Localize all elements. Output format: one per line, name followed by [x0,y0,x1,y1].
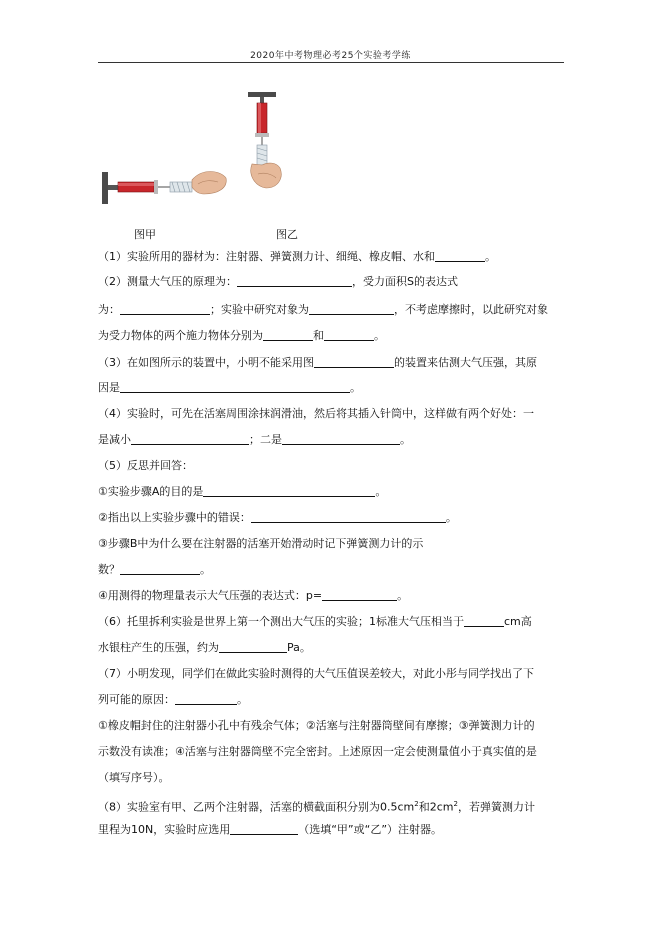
text: （6）托里拆利实验是世界上第一个测出大气压的实验；1标准大气压相当于 [98,615,464,628]
text: 水银柱产生的压强，约为 [98,641,219,654]
text: cm高 [504,615,532,628]
text: 和2cm [418,800,454,814]
text: 里程为10N，实验时应选用 [98,823,231,836]
text: ，若弹簧测力计 [457,800,535,814]
text: （5）反思并回答： [98,459,193,472]
text: 。 [374,329,385,342]
question-7-line [98,718,568,734]
question-4-line [98,432,568,448]
answer-blank[interactable] [282,432,400,445]
text: 示数没有读准；④活塞与注射器筒壁不完全密封。上述原因一定会使测量值小于真实值的是 [98,745,537,758]
superscript: 2 [453,800,458,808]
text: 和 [313,329,324,342]
answer-blank[interactable] [131,432,249,445]
question-2-line [98,328,568,344]
text: 的装置来估测大气压强，其原 [394,356,537,369]
question-5-line [98,588,568,604]
question-2-line [98,302,568,318]
answer-blank[interactable] [324,328,374,341]
text: （4）实验时，可先在活塞周围涂抹润滑油，然后将其插入针筒中，这样做有两个好处：一 [98,407,534,420]
answer-blank[interactable] [120,302,210,315]
text: 数？ [98,563,120,576]
question-7-line [98,770,568,786]
text: （2）测量大气压的原理为： [98,275,237,288]
question-2-line [98,274,568,290]
text: （选填“甲”或“乙”）注射器。 [298,823,443,836]
text: 为受力物体的两个施力物体分别为 [98,329,263,342]
answer-blank[interactable] [120,562,200,575]
text: 。 [485,250,496,263]
answer-blank[interactable] [309,302,394,315]
text: ①实验步骤A的目的是 [98,485,204,498]
question-5-line [98,510,568,526]
question-3-line [98,380,568,396]
answer-blank[interactable] [322,588,397,601]
question-1-line [98,249,568,265]
question-8-line [98,822,568,838]
question-7-line [98,692,568,708]
answer-blank[interactable] [175,692,237,705]
text: ，受力面积S的表达式 [352,275,458,288]
question-5-line [98,484,568,500]
answer-blank[interactable] [263,328,313,341]
text: （3）在如图所示的装置中，小明不能采用图 [98,356,314,369]
question-8-line [98,796,568,816]
text: 。 [200,563,211,576]
caption-figure-yi: 图乙 [276,228,298,241]
answer-blank[interactable] [230,822,298,835]
figure-yi [240,90,290,190]
question-7-line [98,666,568,682]
text: （填写序号）。 [98,771,170,784]
text: 。 [237,693,248,706]
text: （1）实验所用的器材为：注射器、弹簧测力计、细绳、橡皮帽、水和 [98,250,435,263]
figure-jia [100,160,230,210]
question-5-line [98,562,568,578]
answer-blank[interactable] [120,380,350,393]
text: 是减小 [98,433,131,446]
text: 为： [98,303,120,316]
text: ④用测得的物理量表示大气压强的表达式：p= [98,589,323,602]
answer-blank[interactable] [237,274,352,287]
answer-blank[interactable] [435,249,485,262]
text: ①橡皮帽封住的注射器小孔中有残余气体；②活塞与注射器筒壁间有摩擦；③弹簧测力计的 [98,719,535,732]
text: ；二是 [249,433,282,446]
question-3-line [98,355,568,371]
text: （7）小明发现，同学们在做此实验时测得的大气压值误差较大，对此小彤与同学找出了下 [98,667,534,680]
text: 。 [445,511,457,524]
question-5-line [98,458,568,474]
text: 。 [350,381,361,394]
text: ，不考虑摩擦时，以此研究对象 [394,303,548,316]
header-title: 2020年中考物理必考25个实验考学练 [250,51,411,61]
answer-blank[interactable] [314,355,394,368]
text: 。 [400,433,411,446]
caption-figure-jia: 图甲 [134,228,156,241]
text: 因是 [98,381,120,394]
text: 列可能的原因： [98,693,175,706]
question-6-line [98,614,568,630]
text: ；实验中研究对象为 [210,303,309,316]
text: Pa。 [287,641,311,654]
question-4-line [98,406,568,422]
header-divider [98,62,564,63]
text: 。 [375,485,387,498]
text: 。 [397,589,409,602]
answer-blank[interactable] [203,484,375,497]
question-7-line [98,744,568,760]
answer-blank[interactable] [219,640,287,653]
question-6-line [98,640,568,656]
text: ②指出以上实验步骤中的错误： [98,511,251,524]
superscript: 2 [414,800,419,808]
answer-blank[interactable] [251,510,446,523]
text: （8）实验室有甲、乙两个注射器，活塞的横截面积分别为0.5cm [98,800,415,814]
answer-blank[interactable] [464,614,504,627]
text: ③步骤B中为什么要在注射器的活塞开始滑动时记下弹簧测力计的示 [98,537,424,550]
question-5-line [98,536,568,552]
